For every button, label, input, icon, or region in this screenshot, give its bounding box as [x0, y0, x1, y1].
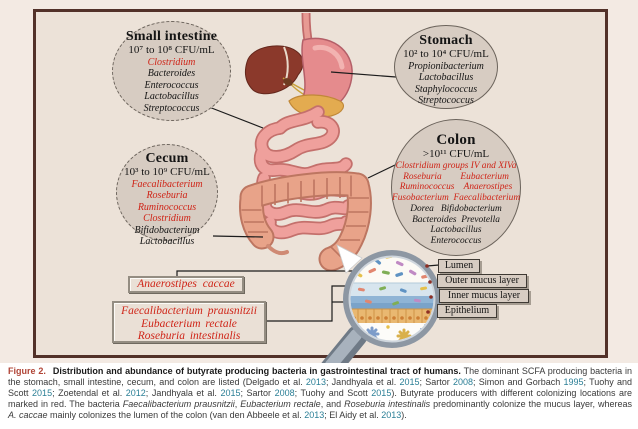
citation-year-link[interactable]: 2013: [304, 409, 325, 420]
callout-title: Cecum: [145, 151, 189, 166]
citation-year-link[interactable]: 2015: [371, 387, 392, 398]
species-name: Faecalibacterium prausnitzii: [121, 305, 257, 317]
bacteria-name: Bacteroides Prevotella: [412, 214, 500, 225]
caption-text: ; Jandhyala et al.: [325, 376, 400, 387]
callout-title: Stomach: [419, 33, 473, 48]
caption-text: ; Sartor: [240, 387, 275, 398]
caption-text: ). Butyrate producers with different colonizing locations are marked in red. The bacteria: [8, 387, 633, 409]
citation-year-link[interactable]: 2015: [220, 387, 241, 398]
cfu-density: 10² to 10⁴ CFU/mL: [403, 48, 489, 60]
bacteria-name: Streptococcus: [418, 95, 474, 107]
mucus-species-box: [112, 301, 266, 343]
caption-text: ; Tuohy and Scott: [8, 376, 632, 398]
label-outer-mucus-layer: Outer mucus layer: [437, 274, 527, 288]
bacteria-name: Propionibacterium: [408, 61, 484, 72]
gi-tract-illustration: [242, 13, 370, 261]
citation-year-link[interactable]: 1995: [563, 376, 584, 387]
citation-year-link[interactable]: 2008: [274, 387, 295, 398]
caption-text: ,: [234, 398, 241, 409]
citation-year-link[interactable]: 2015: [32, 387, 53, 398]
caption-text: ; Simon and Gorbach: [472, 376, 564, 387]
bacteria-name: Streptococcus: [143, 102, 200, 114]
bacteria-name: Lactobacillus: [144, 91, 199, 103]
caption-text: ; Zoetendal et al.: [52, 387, 126, 398]
bacteria-name: Clostridium groups IV and XIVa: [395, 161, 517, 171]
citation-year-link[interactable]: 2008: [452, 376, 473, 387]
bacteria-name: Ruminococcus Anaerostipes: [399, 182, 513, 193]
bacteria-list: [395, 61, 497, 107]
citation-year-link[interactable]: 2013: [305, 376, 326, 387]
epithelium-band: [345, 309, 440, 323]
cfu-density: >10¹¹ CFU/mL: [422, 148, 490, 160]
caption-text: The dominant SCFA producing bacteria in the stomach, small intestine, cecum, and colon are listed (Delgado et al.: [8, 366, 632, 387]
bacteria-name: Enterococcus: [144, 79, 199, 91]
bacteria-name: Clostridium: [147, 57, 196, 68]
species-name: Roseburia intestinalis: [137, 330, 241, 343]
callout-title: Colon: [436, 132, 476, 148]
citation-year-link[interactable]: 2012: [125, 387, 146, 398]
bacteria-name: Enterococcus: [430, 235, 482, 246]
figure-number-label: Figure 2.: [8, 366, 46, 376]
bacteria-name: Fusobacterium Faecalibacterium: [392, 193, 521, 204]
caption-text: ).: [401, 409, 407, 420]
lumen-species-box: [128, 276, 244, 293]
label-inner-mucus-layer: Inner mucus layer: [439, 289, 529, 303]
citation-year-link[interactable]: 2015: [399, 376, 420, 387]
callout-title: Small intestine: [125, 29, 218, 44]
bacteria-list: [113, 57, 230, 114]
caption-text: A. caccae: [8, 409, 48, 420]
caption-text: ; El Aidy et al.: [324, 409, 382, 420]
bacteria-name: Lactobacillus: [418, 72, 474, 84]
caption-text: , and: [320, 398, 345, 409]
species-name: Anaerostipes caccae: [137, 278, 235, 290]
figure-caption: [8, 366, 632, 421]
cfu-density: 10⁷ to 10⁸ CFU/mL: [128, 44, 215, 56]
bacteria-name: Roseburia Eubacterium: [403, 171, 509, 182]
caption-text: mainly colonizes the lumen of the colon (van den Abbeele et al.: [47, 409, 305, 420]
caption-text: Roseburia intestinalis: [344, 398, 431, 409]
bacteria-list: [117, 179, 217, 247]
appendix-shape: [268, 246, 287, 253]
label-lumen: Lumen: [438, 259, 480, 273]
species-name: Eubacterium rectale: [141, 317, 237, 330]
caption-text: Distribution and abundance of butyrate producing bacteria in gastrointestinal tract of humans.: [52, 366, 461, 376]
bacteria-name: Roseburia: [146, 190, 188, 202]
caption-text: Eubacterium rectale: [240, 398, 321, 409]
caption-text: ; Tuohy and Scott: [294, 387, 372, 398]
bacteria-name: Dorea Bifidobacterium: [410, 203, 502, 214]
bacteria-name: Bifidobacterium: [134, 224, 200, 236]
cfu-density: 10³ to 10⁹ CFU/mL: [124, 166, 210, 178]
caption-text: ; Sartor: [419, 376, 453, 387]
citation-year-link[interactable]: 2013: [381, 409, 402, 420]
label-epithelium: Epithelium: [437, 304, 497, 318]
bacteria-name: Bacteroides: [147, 68, 196, 80]
bacteria-name: Staphylococcus: [414, 83, 478, 95]
caption-text: Faecalibacterium prausnitzii: [122, 398, 235, 409]
bacteria-name: Lactobacillus: [139, 236, 195, 248]
bacteria-name: Lactobacillus: [430, 225, 482, 236]
callout-small-intestine: [112, 21, 231, 121]
caption-text: predominantly colonize the mucus layer, whereas: [430, 398, 633, 409]
bacteria-name: Ruminococcus: [137, 201, 197, 213]
bacteria-name: Faecalibacterium: [131, 179, 203, 190]
callout-stomach: [394, 25, 498, 109]
callout-cecum: [116, 144, 218, 248]
bacteria-name: Clostridium: [143, 213, 191, 225]
callout-colon: [391, 119, 521, 256]
caption-text: ; Jandhyala et al.: [145, 387, 221, 398]
bacteria-list: [392, 161, 520, 247]
